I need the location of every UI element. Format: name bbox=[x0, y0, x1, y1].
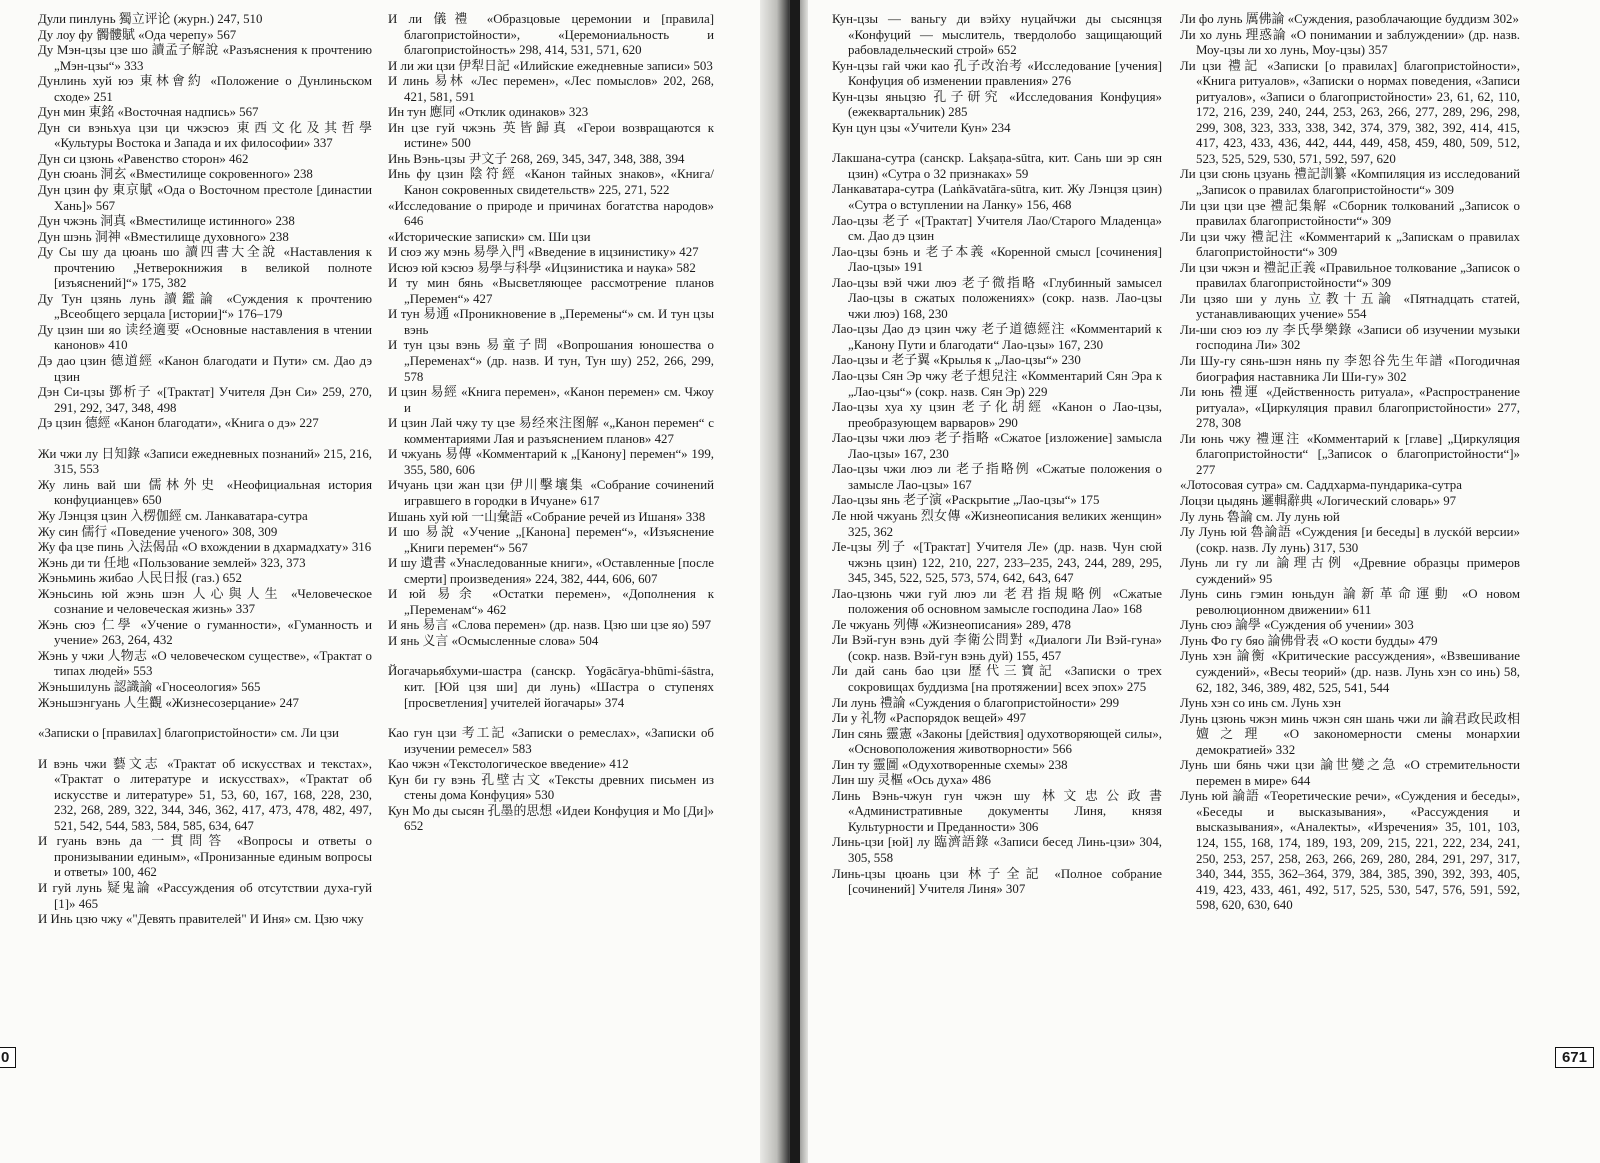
index-entry: Лин ту 靈圖 «Одухотворенные схемы» 238 bbox=[832, 757, 1068, 772]
index-entry: И ту мин бянь «Высветляющее рассмотрение планов „Перемен“» 427 bbox=[388, 276, 714, 306]
index-entry: Жэньминь жибао 人民日报 (газ.) 652 bbox=[38, 571, 242, 586]
index-entry: Лунь хэн со инь см. Лунь хэн bbox=[1180, 696, 1341, 711]
index-entry: И шо 易說 «Учение „[Канона] перемен“», «Изъяснение „Книги перемен“» 567 bbox=[388, 525, 714, 555]
index-entry: Ду Тун цзянь лунь 讀鑑論 «Суждения к прочтению „Всеобщего зерцала [истории]“» 176–179 bbox=[38, 291, 372, 322]
index-entry: И шу 遺書 «Унаследованные книги», «Оставленные [после смерти] произведения» 224, 382, 444, 606, 607 bbox=[388, 556, 714, 586]
index-entry: Лу лунь 魯論 см. Лу лунь юй bbox=[1180, 509, 1340, 524]
index-entry: Ли цзи сюнь цзуань 禮記訓纂 «Компиляция из исследований „Записок о правилах благопристойности“» 309 bbox=[1180, 167, 1520, 198]
index-entry: И гуй лунь 疑鬼論 «Рассуждения об отсутствии духа-гуй [1]» 465 bbox=[38, 880, 372, 911]
index-entry: Дун чжэнь 洞真 «Вместилище истинного» 238 bbox=[38, 214, 295, 229]
index-entry: Ли цзи чжу 禮記注 «Комментарий к „Запискам о правилах благопристойности“» 309 bbox=[1180, 229, 1520, 260]
index-entry: Йогачарьябхуми-шастра (санскр. Yogācārya-bhūmi-śāstra, кит. [Юй цзя ши] ди лунь) «Шастра о ступенях [просветления] учителей йогачары» 374 bbox=[388, 664, 714, 710]
index-entry: Исюэ юй кэсюэ 易學与科學 «Ицзинистика и наука» 582 bbox=[388, 260, 696, 275]
index-entry: И сюэ жу мэнь 易學入門 «Введение в ицзинистику» 427 bbox=[388, 245, 699, 260]
index-entry: И вэнь чжи 藝文志 «Трактат об искусствах и текстах», «Трактат о литературе и искусствах», «Трактат об искусстве и литературе» 51, 53, 60, 167, 168, 228, 230, 232, 268, 289, 322, 344, 346, 362, 417, 473, 478, 482, 497, 521, 542, 544, 583, 584, 585, 634, 647 bbox=[38, 756, 372, 833]
index-entry: Лао-цзы хуа ху цзин 老子化胡經 «Канон о Лао-цзы, преобразующем варваров» 290 bbox=[832, 400, 1162, 430]
index-entry: И ли 儀禮 «Образцовые церемонии и [правила] благопристойности», «Церемониальность и благопристойность» 298, 414, 531, 571, 620 bbox=[388, 12, 714, 58]
index-entry: Ишань хуй юй 一山彙語 «Собрание речей из Ишаня» 338 bbox=[388, 509, 706, 524]
index-entry: Ли юнь 禮運 «Действенность ритуала», «Распространение ритуала», «Циркуляция правил благопристойности» 277, 278, 308 bbox=[1180, 385, 1520, 431]
index-entry: Ду лоу фу 髑髏賦 «Ода черепу» 567 bbox=[38, 27, 237, 42]
index-entry: И линь 易林 «Лес перемен», «Лес помыслов» 202, 268, 421, 581, 591 bbox=[388, 74, 714, 104]
index-entry: Ли-ши сюэ юэ лу 李氏學樂錄 «Записи об изучении музыки господина Ли» 302 bbox=[1180, 322, 1520, 353]
index-entry: Ли юнь чжу 禮運注 «Комментарий к [главе] „Циркуляция благопристойности“ [„Записок о благопристойности“]» 277 bbox=[1180, 431, 1520, 477]
index-entry: Дули пинлунь 獨立评论 (журн.) 247, 510 bbox=[38, 12, 263, 26]
index-entry: Ли цзи чжэн и 禮記正義 «Правильное толкование „Записок о правилах благопристойности“» 309 bbox=[1180, 260, 1520, 291]
index-entry: Жу син 儒行 «Поведение ученого» 308, 309 bbox=[38, 524, 278, 539]
index-entry: Жэньшэнгуань 人生觀 «Жизнесозерцание» 247 bbox=[38, 695, 299, 710]
index-entry: Ле чжуань 列傳 «Жизнеописания» 289, 478 bbox=[832, 617, 1071, 632]
index-entry: Ли хо лунь 理惑論 «О понимании и заблуждении» (др. назв. Моу-цзы ли хо лунь, Моу-цзы) 357 bbox=[1180, 27, 1520, 58]
index-entry: Ли фо лунь 厲佛論 «Суждения, разоблачающие буддизм 302» bbox=[1180, 12, 1519, 26]
index-entry: Жэнь ди ти 任地 «Пользование землей» 323, 373 bbox=[38, 555, 306, 570]
index-entry: И тун 易通 «Проникновение в „Перемены“» см. И тун цзы вэнь bbox=[388, 307, 714, 337]
index-entry: Лунь ши бянь чжи цзи 論世變之急 «О стремительности перемен в мире» 644 bbox=[1180, 758, 1520, 788]
index-entry: «Исследование о природе и причинах богатства народов» 646 bbox=[388, 198, 714, 229]
index-entry: Лин сянь 靈憲 «Законы [действия] одухотворяющей силы», «Основоположения животворности» 566 bbox=[832, 726, 1162, 757]
index-entry: Ли цзи цзи цзе 禮記集解 «Сборник толкований „Записок о правилах благопристойности“» 309 bbox=[1180, 198, 1520, 229]
index-entry: Лоцзи цыдянь 邏輯辭典 «Логический словарь» 97 bbox=[1180, 493, 1457, 508]
index-entry: И янь 易言 «Слова перемен» (др. назв. Цзю ши цзе яо) 597 bbox=[388, 618, 712, 633]
index-entry: Дун си цзюнь «Равенство сторон» 462 bbox=[38, 151, 249, 166]
index-entry: Кун би гу вэнь 孔壁古文 «Тексты древних письмен из стены дома Конфуция» 530 bbox=[388, 772, 714, 803]
index-entry: Жэнь сюэ 仁學 «Учение о гуманности», «Гуманность и учение» 263, 264, 432 bbox=[38, 617, 372, 648]
index-entry: Ли Шу-гу сянь-шэн нянь пу 李恕谷先生年譜 «Погодичная биография наставника Ли Ши-гу» 302 bbox=[1180, 354, 1520, 384]
index-entry: И Инь цзю чжу «"Девять правителей" И Иня» см. Цзю чжу bbox=[38, 912, 364, 927]
index-entry: Ду цзин ши яо 读经適要 «Основные наставления в чтении канонов» 410 bbox=[38, 322, 372, 353]
index-entry: И ли жи цзи 伊犁日記 «Илийские ежедневные записи» 503 bbox=[388, 58, 713, 73]
index-entry: И цзин 易經 «Книга перемен», «Канон перемен» см. Чжоу и bbox=[388, 385, 714, 415]
index-entry: И чжуань 易傳 «Комментарий к „[Канону] перемен“» 199, 355, 580, 606 bbox=[388, 447, 714, 477]
index-entry: Дун сюань 洞玄 «Вместилище сокровенного» 238 bbox=[38, 167, 313, 182]
index-entry: Жэньшилунь 認識論 «Гносеология» 565 bbox=[38, 679, 261, 694]
index-entry: Кун-цзы гай чжи као 孔子改治考 «Исследование [учения] Конфуция об изменении правления» 276 bbox=[832, 58, 1162, 89]
index-entry: Линь-цзы цюань цзи 林子全記 «Полное собрание [сочинений] Учителя Линя» 307 bbox=[832, 866, 1162, 897]
index-entry: Ин цзе гуй чжэнь 英皆歸真 «Герои возвращаются к истине» 500 bbox=[388, 120, 714, 151]
index-entry: Лунь цзюнь чжэн минь чжэн сян шань чжи ли 論君政民政相嬗之理 «О закономерности смены монархии демократией» 332 bbox=[1180, 711, 1520, 757]
index-entry: Жу Лэнцзя цзин 入楞伽經 см. Ланкаватара-сутра bbox=[38, 508, 308, 523]
right-page bbox=[808, 0, 1600, 1163]
index-entry: Лао-цзы чжи люэ 老子指略 «Сжатое [изложение] замысла Лао-цзы» 167, 230 bbox=[832, 431, 1162, 461]
index-entry: «Записки о [правилах] благопристойности» см. Ли цзи bbox=[38, 726, 339, 741]
index-entry: Ин тун 應同 «Отклик одинаков» 323 bbox=[388, 105, 589, 120]
index-entry: Лао-цзы и 老子翼 «Крылья к „Лао-цзы“» 230 bbox=[832, 353, 1081, 368]
index-entry: Жэнь у чжи 人物志 «О человеческом существе», «Трактат о типах людей» 553 bbox=[38, 648, 372, 679]
index-column-1 bbox=[38, 12, 372, 928]
index-entry: Ланкаватара-сутра (Laṅkāvatāra-sūtra, кит. Жу Лэнцзя цзин) «Сутра о вступлении на Ланку» 156, 468 bbox=[832, 182, 1162, 213]
index-entry: Кун-цзы яньцзю 孔子研究 «Исследования Конфуция» (ежеквартальник) 285 bbox=[832, 89, 1162, 120]
index-entry: Кун-цзы — ваньгу ди вэйху нуцайчжи ды сысянцзя «Конфуций — мыслитель, твердолобо защищающий рабовладельческий строй» 652 bbox=[832, 12, 1162, 58]
index-entry: Дун си вэньхуа цзи ци чжэсюэ 東西文化及其哲學 «Культуры Востока и Запада и их философии» 337 bbox=[38, 120, 372, 151]
index-entry: Ли цзи 禮記 «Записки [о правилах] благопристойности», «Книга ритуалов», «Записки о нормах поведения, «Записи ритуалов», «Записи о благопристойности» 23, 61, 62, 110, 172, 216, 239, 240, 244, 253, 263, 266, 277, 289, 296, 298, 299, 308, 323, 333, 338, 342, 374, 379, 382, 392, 414, 415, 417, 423, 433, 436, 442, 444, 449, 458, 459, 480, 509, 512, 523, 525, 529, 530, 571, 592, 597, 620 bbox=[1180, 58, 1520, 166]
index-entry: Дун цзин фу 東京賦 «Ода о Восточном престоле [династии Хань]» 567 bbox=[38, 183, 372, 213]
index-entry: Лао-цзюнь чжи гуй люэ ли 老君指規略例 «Сжатые положения об основном замысле господина Лао» 168 bbox=[832, 586, 1162, 617]
index-entry: Лакшана-сутра (санскр. Lakṣaṇa-sūtra, кит. Сань ши эр сян цзин) «Сутра о 32 признаках» 59 bbox=[832, 151, 1162, 181]
index-entry: Дун шэнь 洞神 «Вместилище духовного» 238 bbox=[38, 229, 289, 244]
index-entry: Лао-цзы бэнь и 老子本義 «Коренной смысл [сочинения] Лао-цзы» 191 bbox=[832, 244, 1162, 275]
page-number-right: 671 bbox=[1555, 1047, 1594, 1068]
index-entry: Ле нюй чжуань 烈女傳 «Жизнеописания великих женщин» 325, 362 bbox=[832, 508, 1162, 539]
index-entry: Дун мин 東銘 «Восточная надпись» 567 bbox=[38, 105, 259, 120]
left-page bbox=[0, 0, 760, 1163]
index-entry: Лао-цзы чжи люэ ли 老子指略例 «Сжатые положения о замысле Лао-цзы» 167 bbox=[832, 462, 1162, 492]
gutter-shadow bbox=[790, 0, 800, 1163]
index-entry: Лунь юй 論語 «Теоретические речи», «Суждения и беседы», «Беседы и высказывания», «Рассуждения и высказывания», «Аналекты», «Изречения» 35, 101, 103, 124, 155, 168, 174, 189, 193, 209, 215, 221, 222, 234, 241, 250, 253, 257, 258, 263, 266, 269, 280, 284, 291, 297, 317, 340, 344, 355, 362–364, 379, 384, 385, 390, 392, 393, 405, 419, 423, 433, 461, 492, 517, 525, 530, 547, 576, 591, 592, 598, 620, 630, 640 bbox=[1180, 789, 1520, 913]
index-entry: Лао-цзы Сян Эр чжу 老子想兒注 «Комментарий Сян Эра к „Лао-цзы“» (сокр. назв. Сян Эр) 229 bbox=[832, 369, 1162, 399]
index-entry: «Лотосовая сутра» см. Саддхарма-пундарика-сутра bbox=[1180, 478, 1462, 493]
index-entry: И тун цзы вэнь 易童子問 «Вопрошания юношества о „Переменах“» (др. назв. И тун, Тун шу) 252, 266, 299, 578 bbox=[388, 338, 714, 384]
index-entry: Инь фу цзин 陰符經 «Канон тайных знаков», «Книга/Канон сокровенных свидетельств» 225, 271, 522 bbox=[388, 167, 714, 198]
index-entry: Лин шу 灵樞 «Ось духа» 486 bbox=[832, 773, 991, 788]
index-entry: Дэ дао цзин 德道經 «Канон благодати и Пути» см. Дао дэ цзин bbox=[38, 354, 372, 384]
index-entry: Жи чжи лу 日知錄 «Записи ежедневных познаний» 215, 216, 315, 553 bbox=[38, 446, 372, 477]
index-entry: Дэн Си-цзы 鄧析子 «[Трактат] Учителя Дэн Си» 259, 270, 291, 292, 347, 348, 498 bbox=[38, 385, 372, 415]
index-column-4 bbox=[1180, 12, 1520, 914]
page-number-left: 0 bbox=[0, 1047, 16, 1068]
index-entry: Кун Мо ды сысян 孔墨的思想 «Идеи Конфуция и Мо [Ди]» 652 bbox=[388, 803, 714, 834]
index-entry: Лао-цзы вэй чжи люэ 老子微指略 «Глубинный замысел Лао-цзы в сжатых положениях» (сокр. назв. Лао-цзы чжи люэ) 168, 230 bbox=[832, 275, 1162, 321]
index-entry: Инь Вэнь-цзы 尹文子 268, 269, 345, 347, 348, 388, 394 bbox=[388, 151, 685, 166]
index-entry: Ду Сы шу да цюань шо 讀四書大全說 «Наставления к прочтению „Четверокнижия в великой полноте [изъяснений]“» 175, 382 bbox=[38, 245, 372, 291]
index-entry: Ли цзяо ши у лунь 立教十五論 «Пятнадцать статей, устанавливающих учение» 554 bbox=[1180, 291, 1520, 322]
index-entry: Ичуань цзи жан цзи 伊川擊壤集 «Собрание сочинений игравшего в городки в Ичуане» 617 bbox=[388, 478, 714, 508]
index-entry: Жу фа цзе пинь 入法偈品 «О вхождении в дхармадхату» 316 bbox=[38, 540, 372, 555]
index-entry: И гуань вэнь да 一貫問答 «Вопросы и ответы о пронизывании единым», «Пронизанные единым вопросы и ответы» 100, 462 bbox=[38, 834, 372, 880]
index-entry: Кун цун цзы «Учители Кун» 234 bbox=[832, 120, 1011, 135]
index-entry: Као гун цзи 考工記 «Записки о ремеслах», «Записки об изучении ремесел» 583 bbox=[388, 726, 714, 756]
index-entry: Жу линь вай ши 儒林外史 «Неофициальная история конфуцианцев» 650 bbox=[38, 477, 372, 508]
index-entry: Као чжэн «Текстологическое введение» 412 bbox=[388, 757, 629, 772]
index-entry: Линь Вэнь-чжун гун чжэн шу 林文忠公政書 «Административные документы Линя, князя Культурности и Преданности» 306 bbox=[832, 788, 1162, 834]
index-entry: Лунь сюэ 論學 «Суждения об учении» 303 bbox=[1180, 618, 1414, 633]
index-entry: И юй 易余 «Остатки перемен», «Дополнения к „Переменам“» 462 bbox=[388, 587, 714, 617]
index-entry: Лу Лунь юй 魯論語 «Суждения [и беседы] в лускóй версии» (сокр. назв. Лу лунь) 317, 530 bbox=[1180, 525, 1520, 555]
index-entry: Ду Мэн-цзы цзе шо 讀孟子解說 «Разъяснения к прочтению „Мэн-цзы“» 333 bbox=[38, 43, 372, 73]
index-entry: «Исторические записки» см. Ши цзи bbox=[388, 229, 591, 244]
index-entry: И янь 义言 «Осмысленные слова» 504 bbox=[388, 633, 599, 648]
index-entry: Лунь хэн 論衡 «Критические рассуждения», «Взвешивание суждений», «Весы теорий» (др. назв. Лунь хэн со инь) 58, 62, 182, 346, 389, 482, 525, 541, 544 bbox=[1180, 649, 1520, 695]
index-column-3 bbox=[832, 12, 1162, 898]
index-column-2 bbox=[388, 12, 714, 835]
index-entry: Дэ цзин 德經 «Канон благодати», «Книга о дэ» 227 bbox=[38, 416, 319, 431]
book-gutter bbox=[760, 0, 808, 1163]
index-entry: Жэньсинь юй жэнь шэн 人心與人生 «Человеческое сознание и человеческая жизнь» 337 bbox=[38, 586, 372, 617]
index-entry: Ли у 礼物 «Распорядок вещей» 497 bbox=[832, 711, 1027, 726]
index-entry: Дунлинь хуй юэ 東林會約 «Положение о Дунлиньском сходе» 251 bbox=[38, 74, 372, 104]
index-entry: Лунь синь гэмин юньдун 論新革命運動 «О новом революционном движении» 611 bbox=[1180, 587, 1520, 617]
index-entry: Линь-цзи [юй] лу 臨濟語錄 «Записи бесед Линь-цзи» 304, 305, 558 bbox=[832, 835, 1162, 865]
index-entry: Ле-цзы 列子 «[Трактат] Учителя Ле» (др. назв. Чун сюй чжэнь цзин) 122, 210, 227, 233–235, 243, 244, 289, 295, 345, 345, 522, 525, 573, 574, 642, 643, 647 bbox=[832, 540, 1162, 586]
index-entry: Лао-цзы 老子 «[Трактат] Учителя Лао/Старого Младенца» см. Дао дэ цзин bbox=[832, 213, 1162, 244]
index-entry: Лунь Фо гу бяо 論佛骨表 «О кости будды» 479 bbox=[1180, 633, 1438, 648]
index-entry: Ли Вэй-гун вэнь дуй 李衛公問對 «Диалоги Ли Вэй-гуна» (сокр. назв. Вэй-гун вэнь дуй) 155, 457 bbox=[832, 633, 1162, 663]
index-entry: Ли дай сань бао цзи 歷代三寶記 «Записки о трех сокровищах буддизма [на протяжении] всех эпох» 275 bbox=[832, 664, 1162, 694]
index-entry: Лао-цзы Дао дэ цзин чжу 老子道德經注 «Комментарий к „Канону Пути и благодати“ Лао-цзы» 167, 230 bbox=[832, 322, 1162, 352]
index-entry: Лунь ли гу ли 論理古例 «Древние образцы примеров суждений» 95 bbox=[1180, 556, 1520, 586]
index-entry: И цзин Лай чжу ту цзе 易经來注图解 «„Канон перемен“ с комментариями Лая и разъяснением планов» 427 bbox=[388, 416, 714, 446]
index-entry: Лао-цзы янь 老子演 «Раскрытие „Лао-цзы“» 175 bbox=[832, 493, 1100, 508]
index-entry: Ли лунь 禮論 «Суждения о благопристойности» 299 bbox=[832, 695, 1120, 710]
